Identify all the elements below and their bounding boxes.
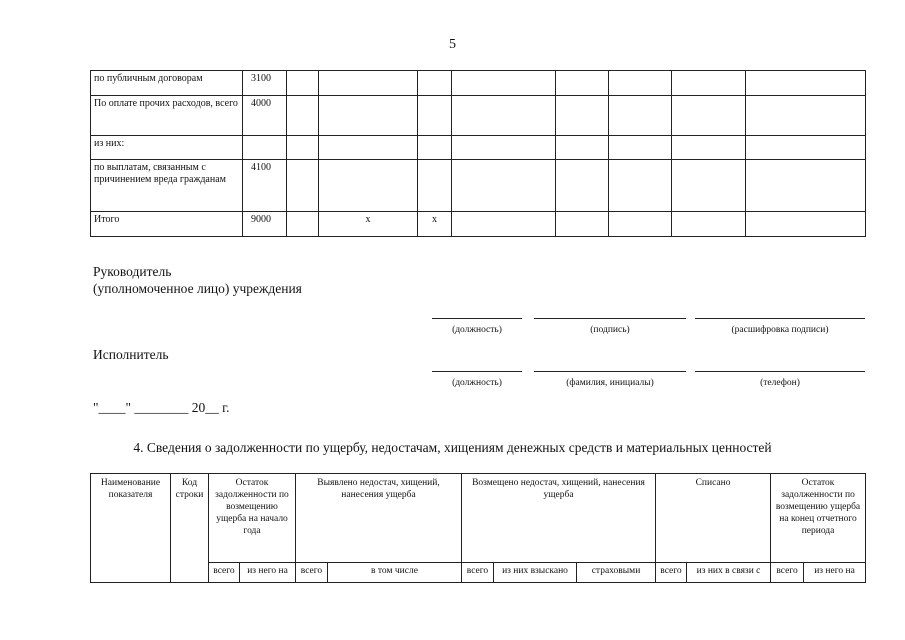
cell: [418, 160, 452, 212]
subheader: страховыми: [577, 563, 656, 583]
signature-line: [534, 371, 686, 372]
page-number: 5: [449, 37, 456, 52]
cell: [319, 96, 418, 136]
cell: [319, 136, 418, 160]
subheader: всего: [771, 563, 804, 583]
subheader: всего: [462, 563, 494, 583]
section-heading: 4. Сведения о задолженности по ущербу, недостачам, хищениям денежных средств и материальных ценностей: [133, 440, 772, 455]
caption-signature: (подпись): [590, 325, 630, 335]
header-identified: Выявлено недостач, хищений, нанесения ущерба: [296, 474, 462, 563]
subheader: из них в связи с: [687, 563, 771, 583]
signature-line: [534, 318, 686, 319]
signature-line: [695, 371, 865, 372]
table-row: [91, 96, 866, 136]
subheader: всего: [296, 563, 328, 583]
subheader: всего: [656, 563, 687, 583]
header-row: [91, 474, 866, 563]
table-row: [91, 71, 866, 96]
date-line: "____" ________ 20__ г.: [93, 400, 230, 415]
header-code: Код строки: [171, 474, 209, 583]
head-title: Руководитель: [93, 264, 172, 279]
caption-phone: (телефон): [760, 378, 800, 388]
cell: [319, 160, 418, 212]
subheader: в том числе: [328, 563, 462, 583]
signature-line: [432, 371, 522, 372]
cell: [319, 71, 418, 96]
row-label: по публичным договорам: [91, 71, 243, 96]
damage-debt-table: [90, 473, 866, 583]
row-label: из них:: [91, 136, 243, 160]
table-row: [91, 136, 866, 160]
row-label: Итого: [91, 212, 243, 237]
header-balance-start: Остаток задолженности по возмещению ущерба на начало года: [209, 474, 296, 563]
subheader: из него на: [804, 563, 866, 583]
header-name: Наименование показателя: [91, 474, 171, 583]
expenses-table: [90, 70, 866, 237]
row-code: 4100: [243, 160, 287, 212]
row-code: 3100: [243, 71, 287, 96]
caption-position: (должность): [452, 325, 502, 335]
subheader: всего: [209, 563, 240, 583]
caption-signature-decoding: (расшифровка подписи): [731, 325, 829, 335]
row-label: по выплатам, связанным с причинением вреда гражданам: [91, 160, 243, 212]
subheader: из него на: [240, 563, 296, 583]
subheader: из них взыскано: [494, 563, 577, 583]
executor-title: Исполнитель: [93, 347, 169, 362]
table-row: [91, 160, 866, 212]
row-code: [243, 136, 287, 160]
row-label: По оплате прочих расходов, всего: [91, 96, 243, 136]
cell: [418, 136, 452, 160]
table-row: [91, 212, 866, 237]
head-subtitle: (уполномоченное лицо) учреждения: [93, 281, 302, 296]
cell: [418, 71, 452, 96]
caption-name: (фамилия, инициалы): [566, 378, 654, 388]
signature-line: [695, 318, 865, 319]
header-reimbursed: Возмещено недостач, хищений, нанесения ущерба: [462, 474, 656, 563]
row-code: 9000: [243, 212, 287, 237]
cell: [418, 96, 452, 136]
signature-line: [432, 318, 522, 319]
caption-position: (должность): [452, 378, 502, 388]
cell: x: [319, 212, 418, 237]
header-written-off: Списано: [656, 474, 771, 563]
cell: x: [418, 212, 452, 237]
header-balance-end: Остаток задолженности по возмещению ущерба на конец отчетного периода: [771, 474, 866, 563]
row-code: 4000: [243, 96, 287, 136]
